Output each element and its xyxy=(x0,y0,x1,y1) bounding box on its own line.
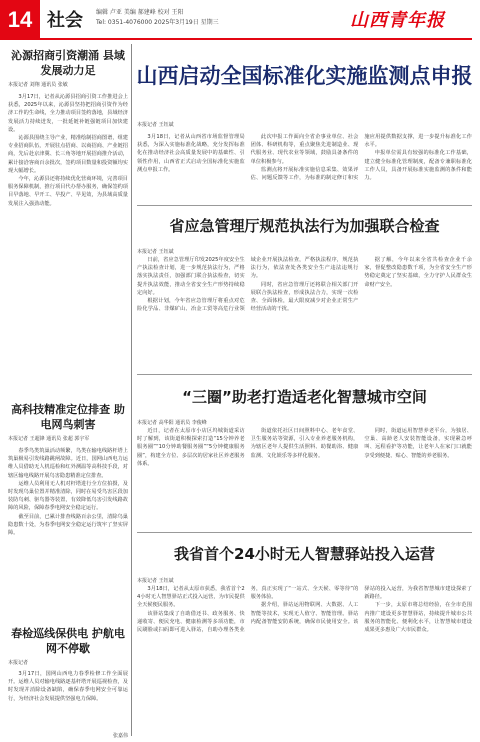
article-a1-byline: 本报记者 刘翔 通讯员 张敏 xyxy=(8,82,68,88)
section-rule xyxy=(137,532,472,533)
paragraph: 街道依托社区日间照料中心、老年食堂、卫生服务站等资源，引入专业养老服务机构，为辖区老年人提供生活照料、助餐助浴、健康监测、文化娱乐等多样化服务。 xyxy=(250,428,359,459)
article-b-body xyxy=(137,256,472,368)
paragraph: 此次申报工作面向全省企事业单位、社会团体、科研机构等，重点聚焦先进制造业、现代服务业、现代农业等领域，鼓励具备条件的单位积极参与。 xyxy=(250,134,359,165)
article-a3-title: 春检巡线保供电 护航电网不停歇 xyxy=(11,627,125,655)
article-a3-reporter: 张嘉伟 xyxy=(112,733,128,739)
article-d-byline: 本报记者 王钰斌 xyxy=(137,578,174,584)
article-d-body xyxy=(137,585,472,735)
paragraph: 今年，沁源县还将持续优化营商环境，完善项目服务保障机制，推行项目代办帮办服务，确保签约项目早落地、早开工、早投产、早见效，为县域高质量发展注入强劲动能。 xyxy=(8,176,128,207)
section-name: 社会 xyxy=(47,10,83,31)
paragraph: 沁源县围绕主导产业，精准绘制招商图谱，组建专业招商队伍，开展驻点招商、以商招商、产业链招商，先后赴京津冀、长三角等地开展招商推介活动，累计接洽客商百余批次，签约项目数量和投资额均实现大幅增长。 xyxy=(8,135,128,174)
article-c-byline: 本报记者 高华阳 通讯员 李俊峰 xyxy=(137,420,207,426)
article-a1-body xyxy=(8,93,128,383)
paragraph: 同时，省应急管理厅还将联合相关部门开展联合执法检查，形成执法合力，实现一次检查、全面体检，最大限度减少对企业正常生产经营活动的干扰。 xyxy=(250,281,359,313)
paragraph: 下一步，太原市将总结经验，在全市范围内推广建设更多智慧驿站，持续提升城市公共服务的智能化、便利化水平，让智慧城市建设成果更多惠及广大市民群众。 xyxy=(364,602,472,634)
article-a1-title: 沁源招商引资潮涌 县域发展动力足 xyxy=(11,49,125,77)
paragraph: 3月17日，记者从沁源县招商引资工作推进会上获悉，2025年以来，沁源县坚持把招商引资作为经济工作的生命线，全力推动项目签约落地，县域经济发展活力持续迸发，一批延链补链强链项目加快建设。 xyxy=(8,94,128,133)
article-a2-title: 高科技精准定位排查 助电网鸟刺害 xyxy=(11,403,125,431)
column-divider xyxy=(131,44,132,736)
paragraph: 3月17日，国网山西电力春季检修工作全面展开。运维人员对输电线路逐基杆塔开展巡视检查，及时发现并消除设备缺陷，确保春季电网安全可靠运行，为经济社会发展提供坚强电力保障。 xyxy=(8,671,128,702)
article-a3 xyxy=(8,626,128,738)
article-b-headline: 省应急管理厅规范执法行为加强联合检查 xyxy=(169,217,440,235)
paragraph: 根据计划，今年省应急管理厅将重点对危险化学品、非煤矿山、冶金工贸等高危行业领域企业开展执法检查，严格执法程序，规范执法行为，依法查处各类安全生产违法违规行为。 xyxy=(137,257,359,313)
paragraph: 据介绍，驿站运用物联网、大数据、人工智能等技术，实现无人值守、智能管理。驿站内配备智能安防系统，确保市民使用安全。该驿站的投入运营，为我省智慧城市建设探索了新路径。 xyxy=(250,586,472,625)
header-rule xyxy=(40,38,472,40)
paragraph: 据了解，今年以来全省共检查企业千余家，督促整改隐患数千项，为全省安全生产形势稳定奠定了坚实基础，全力守护人民群众生命财产安全。 xyxy=(364,257,472,288)
paragraph: 春季鸟类筑巢活动频繁，鸟类在输电线路杆塔上筑巢极易引发线路跳闸故障。近日，国网山西电力运维人员借助无人机巡检和红外测温等高科技手段，对辖区输电线路开展鸟害隐患精准定位排查。 xyxy=(8,448,128,479)
article-d-headline: 我省首个24小时无人智慧驿站投入运营 xyxy=(174,545,435,563)
paragraph: 申报单位需具有较强的标准化工作基础，建立健全标准化管理制度，配备专兼职标准化工作人员，具备开展标准实施监测的条件和能力。 xyxy=(364,150,472,182)
article-a2-body xyxy=(8,447,128,607)
page-header xyxy=(0,0,480,40)
main-body xyxy=(137,133,472,197)
paragraph: 日前，省应急管理厅印发2025年度安全生产执法检查计划，进一步规范执法行为，严格落实执法责任，加强部门联合执法检查，切实提升执法效能，推动全省安全生产形势持续稳定向好。 xyxy=(137,257,245,296)
article-c-headline: “三圈”助老打造适老化智慧城市空间 xyxy=(182,388,427,406)
section-rule xyxy=(137,374,472,375)
article-a2 xyxy=(8,402,128,607)
article-b-byline: 本报记者 王钰斌 xyxy=(137,249,174,255)
section-rule xyxy=(137,205,472,206)
paragraph: 3月18日，记者从山西省市场监督管理局获悉，为深入实施标准化战略，充分发挥标准化在推动经济社会高质量发展中的基础性、引领性作用，山西省正式启动全国标准化实施监测点申报工作。 xyxy=(137,134,245,173)
main-headline: 山西启动全国标准化实施监测点申报 xyxy=(136,64,473,88)
article-a1 xyxy=(8,48,128,383)
article-a3-byline: 本报记者 xyxy=(8,660,29,666)
contact-date: Tel: 0351-4076000 2025年3月19日 星期三 xyxy=(96,19,219,26)
article-a2-byline: 本报记者 王超锋 通讯员 张超 郭宇军 xyxy=(8,436,90,442)
paragraph: 该驿站集成了自助借还书、政务服务、快递收寄、便民充电、健康检测等多项功能，市民刷脸或扫码即可进入驿站，自助办理各类业务，真正实现了“一站式、全天候、零等待”的服务体验。 xyxy=(137,586,359,634)
newspaper-masthead: 山西青年报 xyxy=(350,10,445,31)
paragraph: 近日，记者在太原市小店区坞城街道采访时了解到，该街道积极探索打造“15分钟养老服务圈”“10分钟助餐服务圈”“5分钟健康服务圈”，构建全方位、多层次的居家社区养老服务体系。 xyxy=(137,428,245,467)
paragraph: 运维人员利用无人机对杆塔进行全方位拍摄，及时发现鸟巢位置并精准清除，同时在易受鸟害区段加装防鸟刺、驱鸟器等装置，有效降低鸟害引发线路故障的风险，保障春季电网安全稳定运行。 xyxy=(8,480,128,512)
page-number: 14 xyxy=(0,0,40,40)
main-byline: 本报记者 王钰斌 xyxy=(137,122,174,128)
article-c-body xyxy=(137,427,472,525)
paragraph: 同时，街道运用智慧养老平台，为独居、空巢、高龄老人安装智能设备，实现紧急呼叫、远程看护等功能，让老年人在家门口就能享受到便捷、贴心、智能的养老服务。 xyxy=(364,428,472,459)
paragraph: 3月18日，记者从太原市获悉，我省首个24小时无人智慧驿站正式投入运营，为市民提供全天候便民服务。 xyxy=(137,586,245,609)
article-a3-body xyxy=(8,670,128,732)
paragraph: 监测点将开展标准实施信息采集、效果评估、问题反馈等工作，为标准的制定修订和实施应用提供数据支撑，进一步提升标准化工作水平。 xyxy=(250,134,472,182)
main-byline-col xyxy=(137,118,245,128)
editor-credits: 编辑 卢亚 美编 郝建峰 校对 王阳 xyxy=(96,9,184,16)
paragraph: 截至目前，已累计排查线路百余公里，清除鸟巢隐患数十处，为春季电网安全稳定运行筑牢了坚实屏障。 xyxy=(8,513,128,537)
